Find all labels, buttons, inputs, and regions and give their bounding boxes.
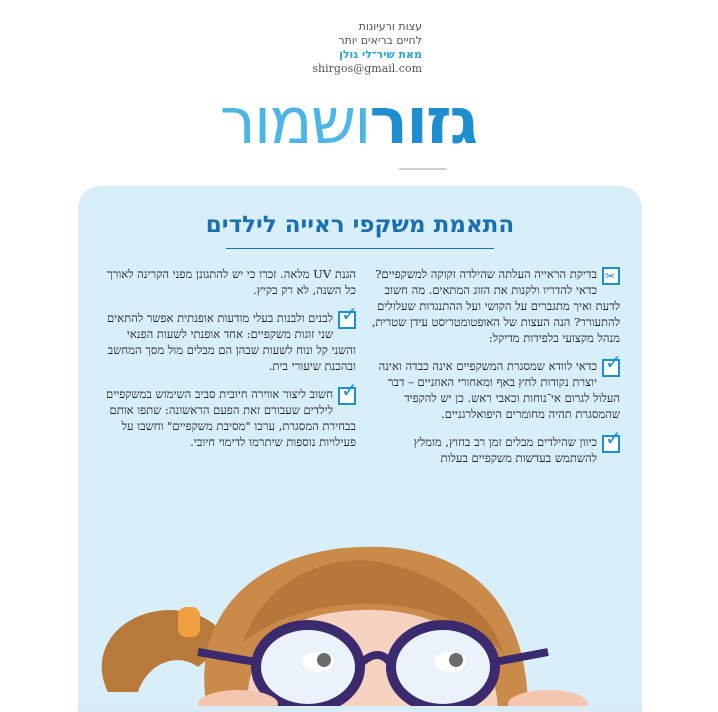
child-with-glasses-photo	[78, 492, 642, 712]
scissors-icon	[602, 267, 620, 285]
list-item-text: כדאי לוודא שמסגרת המשקפיים אינה כבדה ואינה יוצרת נקודות לחץ באף ומאחורי האוזניים – דבר העלול לגרום אי־נוחות וכאבי ראש. כן יש להקפיד שהמסגרת תהיה מחומרים היפואלרגניים.	[378, 359, 620, 421]
list-item	[370, 434, 620, 466]
masthead-light-word: ושמור	[219, 85, 370, 159]
masthead-divider	[399, 168, 447, 170]
masthead-bold-word: גזור	[369, 85, 477, 159]
list-item	[100, 266, 356, 298]
byline-author: מאת שיר־לי גולן	[339, 48, 422, 61]
list-item-text: חשוב ליצור אווירה חיובית סביב השימוש במשקפיים לילדים שעבורם זאת הפעם הראשונה: שתפו אותם בבחירת המסגרת, ערכו "מסיבת משקפיים" וחשבו על פעילויות נוספות שיתרמו לדימוי חיובי.	[106, 387, 356, 449]
table-edge	[78, 706, 642, 712]
checkbox-icon	[602, 435, 620, 453]
title-underline	[226, 248, 494, 249]
left-column	[100, 266, 356, 462]
byline-tagline-1: עצות ורעיונות	[358, 20, 422, 33]
byline-tagline-2: לחיים בריאים יותר	[338, 34, 422, 47]
hair-tie	[178, 607, 200, 637]
checkbox-icon	[602, 359, 620, 377]
list-item-text: לבנים ולבנות בעלי מודעות אופנתית אפשר להתאים שני זוגות משקפיים: אחד אופנתי לשעות הפנאי והשני קל ונוח לשעות שבהן הם מבלים מול מסך המחשב ובהכנת שיעורי בית.	[106, 311, 356, 373]
list-item-text: הגנת UV מלאה. זכרו כי יש להתגונן מפני הקרינה לאורך כל השנה, לא רק בקיץ.	[107, 267, 356, 297]
masthead-title	[168, 82, 528, 162]
list-item-text: כיוון שהילדים מבלים זמן רב בחוץ, מומלץ להשתמש בעדשות משקפיים בעלות	[413, 435, 597, 465]
byline	[300, 20, 422, 76]
article-title: התאמת משקפי ראייה לילדים	[205, 212, 515, 238]
list-item-text: בדיקת הראייה העלתה שהילדה זקוקה למשקפיים? כדאי להדריו ולקנות את הזוג המתאים. מה חשוב לדעת ואיך מתגברים על הקושי ועל ההתנגדות שעלולים להתעורר? הנה העצות של האופטומטריסט עידן שטרית, מנהל מקצועי בלפידות מדיקל:	[371, 267, 620, 345]
list-item	[370, 358, 620, 422]
article-panel	[78, 186, 642, 712]
list-item	[100, 386, 356, 450]
byline-email[interactable]: shirgos@gmail.com	[312, 62, 422, 75]
checkbox-icon	[338, 311, 356, 329]
list-item	[370, 266, 620, 346]
checkbox-icon	[338, 387, 356, 405]
right-column	[370, 266, 620, 478]
list-item	[100, 310, 356, 374]
